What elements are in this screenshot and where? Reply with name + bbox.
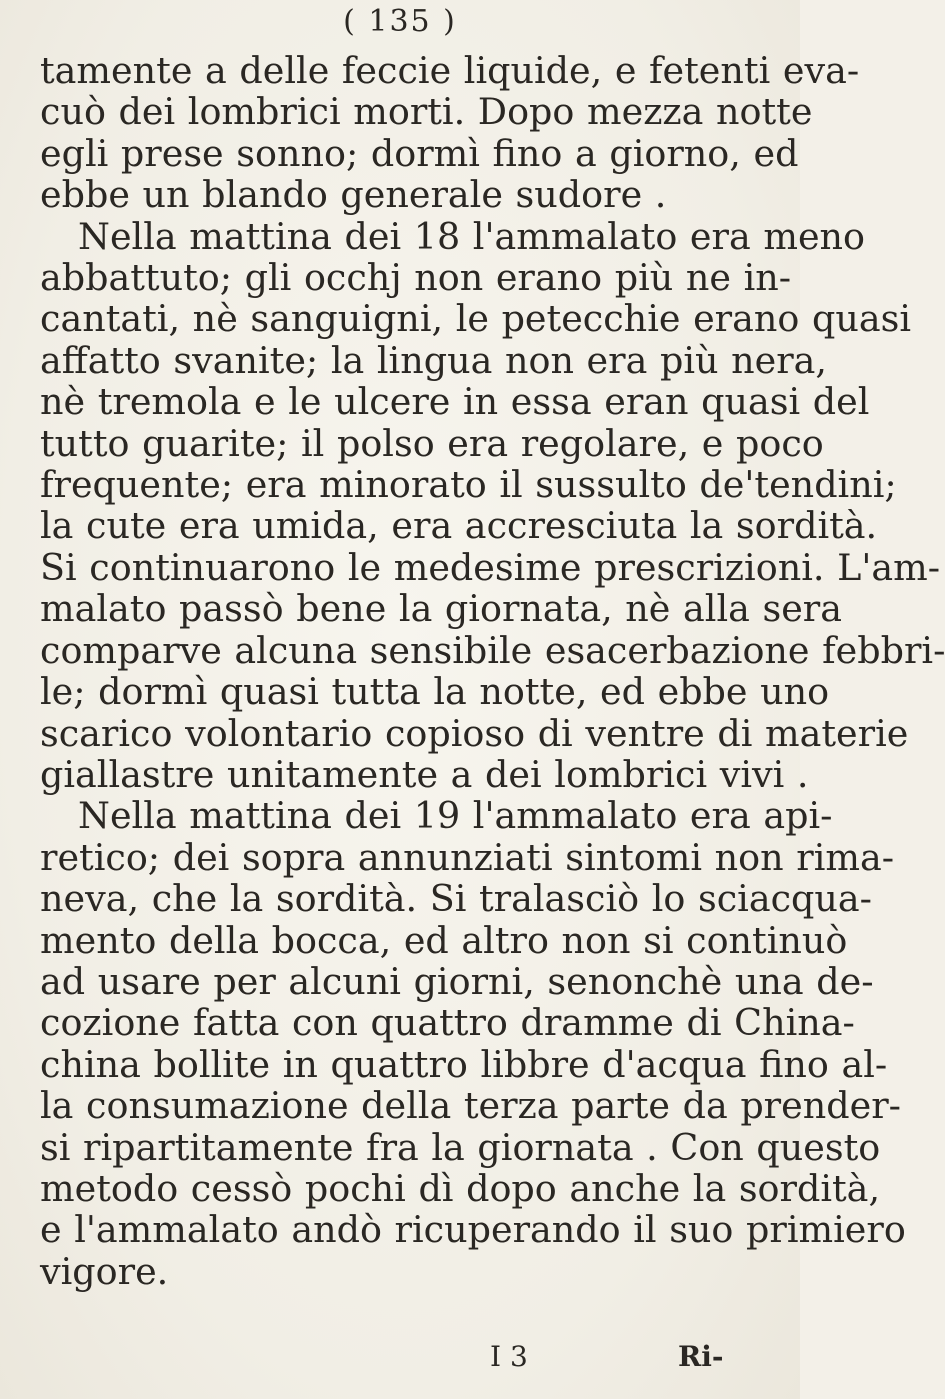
text-line: neva, che la sordità. Si tralasciò lo sciacqua- [40, 877, 872, 921]
text-line: retico; dei sopra annunziati sintomi non rima- [40, 835, 895, 879]
text-line: egli prese sonno; dormì fino a giorno, ed [40, 131, 799, 175]
body-text [40, 49, 945, 1293]
text-line: tutto guarite; il polso era regolare, e poco [40, 421, 824, 465]
text-line: abbattuto; gli occhj non erano più ne in- [40, 256, 792, 300]
text-line: mento della bocca, ed altro non si continuò [40, 918, 848, 962]
text-line: cuò dei lombrici morti. Dopo mezza notte [40, 90, 813, 134]
text-line: scarico volontario copioso di ventre di materie [40, 711, 909, 755]
text-line: la cute era umida, era accresciuta la sordità. [40, 504, 878, 548]
text-line: e l'ammalato andò ricuperando il suo primiero [40, 1208, 906, 1252]
text-line: Nella mattina dei 19 l'ammalato era api- [78, 794, 833, 838]
signature-mark: I 3 [490, 1340, 528, 1373]
text-line: Nella mattina dei 18 l'ammalato era meno [78, 214, 866, 258]
text-line: vigore. [40, 1249, 169, 1293]
text-line: affatto svanite; la lingua non era più nera, [40, 338, 828, 382]
text-line: cantati, nè sanguigni, le petecchie erano quasi [40, 297, 912, 341]
text-line: china bollite in quattro libbre d'acqua fino al- [40, 1042, 888, 1086]
catchword: Ri- [678, 1340, 724, 1373]
text-line: ad usare per alcuni giorni, senonchè una de- [40, 959, 874, 1003]
text-line: si ripartitamente fra la giornata . Con questo [40, 1125, 881, 1169]
text-line: cozione fatta con quattro dramme di China- [40, 1001, 855, 1045]
text-line: metodo cessò pochi dì dopo anche la sordità, [40, 1166, 881, 1210]
text-line: la consumazione della terza parte da prender- [40, 1084, 901, 1128]
text-line: Si continuarono le medesime prescrizioni. L'am- [40, 545, 941, 589]
text-line: le; dormì quasi tutta la notte, ed ebbe uno [40, 670, 830, 714]
text-line: frequente; era minorato il sussulto de'tendini; [40, 463, 897, 507]
text-line: tamente a delle feccie liquide, e fetenti eva- [40, 49, 860, 92]
text-line: ebbe un blando generale sudore . [40, 173, 667, 217]
page-number: ( 135 ) [343, 4, 457, 39]
text-line: giallastre unitamente a dei lombrici vivi . [40, 752, 809, 796]
text-line: malato passò bene la giornata, nè alla sera [40, 587, 843, 631]
text-line: nè tremola e le ulcere in essa eran quasi del [40, 380, 870, 424]
text-line: comparve alcuna sensibile esacerbazione febbri- [40, 628, 945, 672]
